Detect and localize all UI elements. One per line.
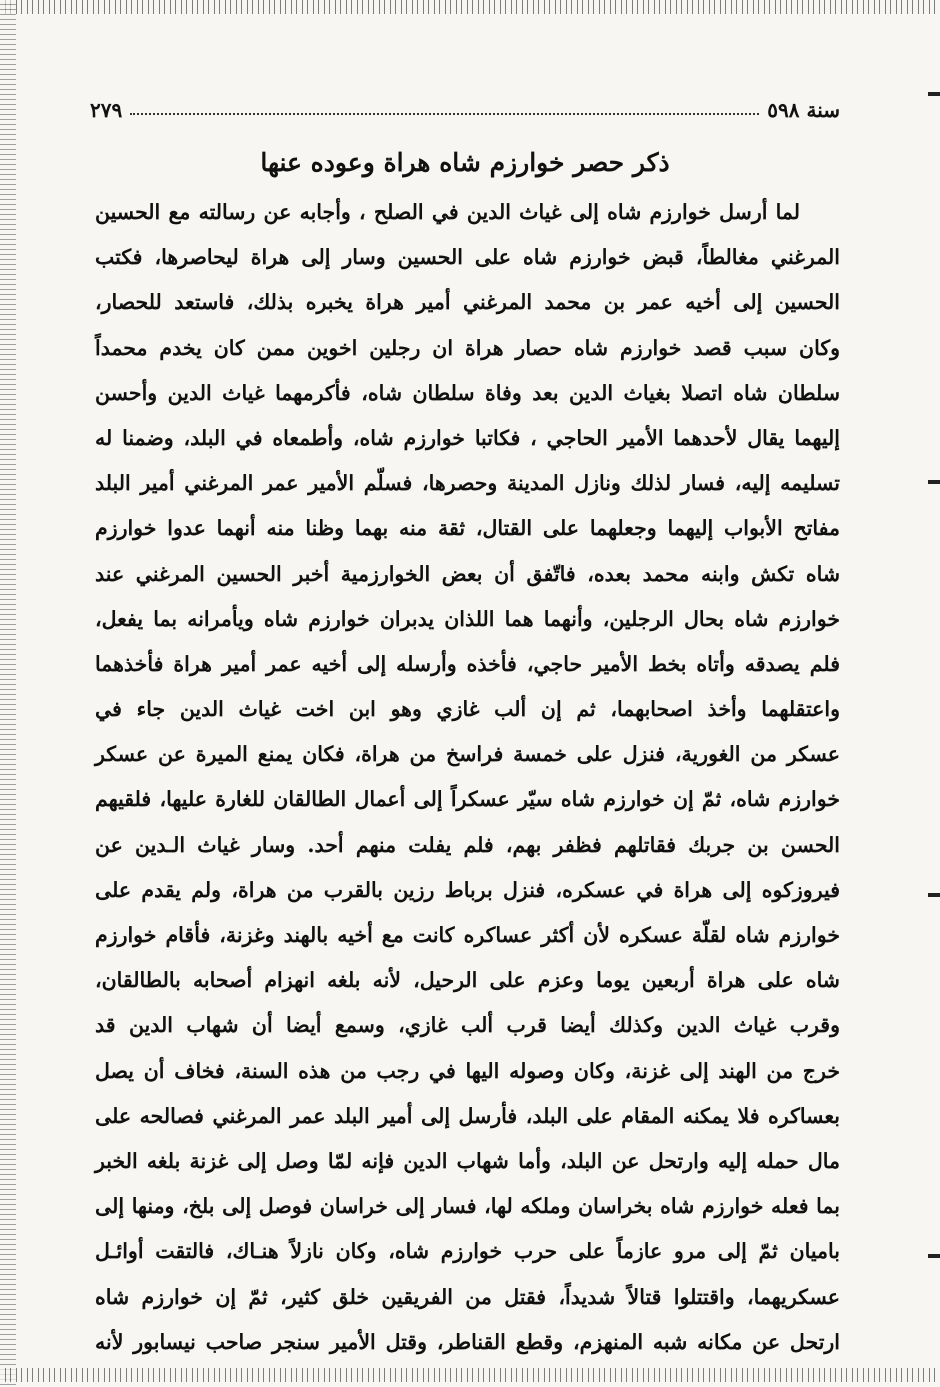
text-line: ارتحل عن مكانه شبه المنهزم، وقطع القناطر، وقتل الأمير سنجر صاحب نيسابور لأنه bbox=[95, 1329, 840, 1354]
text-line: عسكر من الغورية، فنزل على خمسة فراسخ من هراة، فكان يمنع الميرة عن عسكر bbox=[95, 742, 840, 767]
margin-mark bbox=[928, 1254, 940, 1258]
text-line: خوارزم شاه بحال الرجلين، وأنهما هما اللذان يدبران خوارزم شاه ويأمرانه بما يفعل، bbox=[95, 606, 840, 631]
text-line: فلم يصدقه وأتاه بخط الأمير حاجي، فأخذه وأرسله إلى أخيه عمر أمير هراة فأخذهما bbox=[95, 651, 840, 676]
text-line: سلطان شاه اتصلا بغياث الدين بعد وفاة سلطان شاه، فأكرمهما غياث الدين وأحسن bbox=[95, 380, 840, 405]
text-line: تسليمه إليه، فسار لذلك ونازل المدينة وحصرها، فسلّم الأمير عمر المرغني أمير البلد bbox=[95, 471, 840, 496]
margin-mark bbox=[928, 480, 940, 484]
text-line: خرج من الهند إلى غزنة، وكان وصوله اليها في رجب من هذه السنة، فخاف أن يصل bbox=[95, 1058, 840, 1083]
text-line: واعتقلهما وأخذ اصحابهما، ثم إن ألب غازي وهو ابن اخت غياث الدين جاء في bbox=[95, 697, 840, 722]
text-line: الحسين إلى أخيه عمر بن محمد المرغني أمير هراة يخبره بذلك، فاستعد للحصار، bbox=[95, 290, 840, 315]
page-border-top bbox=[0, 0, 940, 14]
text-line: خوارزم شاه، ثمّ إن خوارزم شاه سيّر عسكراً إلى أعمال الطالقان للغارة عليها، فلقيهم bbox=[95, 787, 840, 812]
section-title: ذكر حصر خوارزم شاه هراة وعوده عنها bbox=[260, 148, 670, 177]
text-line: وقرب غياث الدين وكذلك أيضا قرب ألب غازي، وسمع أيضا أن شهاب الدين قد bbox=[95, 1013, 841, 1038]
text-line: وكان سبب قصد خوارزم شاه حصار هراة ان رجلين اخوين ممن كان يخدم محمداً bbox=[95, 335, 840, 360]
text-line: باميان ثمّ إلى مرو عازماً على حرب خوارزم شاه، وكان نازلاً هنـاك، فالتقت أوائـل bbox=[95, 1239, 840, 1264]
page-border-bottom bbox=[0, 1368, 940, 1382]
page-border-left bbox=[0, 0, 16, 1387]
text-line: شاه على هراة أربعين يوما وعزم على الرحيل، لأنه بلغه انهزام أصحابه بالطالقان، bbox=[95, 968, 840, 993]
text-line: مال حمله إليه وارتحل عن البلد، وأما شهاب الدين فإنه لمّا وصل إلى غزنة بلغه الخبر bbox=[95, 1148, 840, 1173]
text-line: فيروزكوه إلى هراة في عسكره، فنزل برباط رزين بالقرب من هراة، ولم يقدم على bbox=[95, 877, 840, 902]
text-line: بما فعله خوارزم شاه بخراسان وملكه لها، فسار إلى خراسان فوصل إلى بلخ، ومنها إلى bbox=[95, 1194, 840, 1219]
running-header bbox=[90, 92, 840, 122]
text-line: إليهما يقال لأحدهما الأمير الحاجي ، فكاتبا خوارزم شاه، وأطمعاه في البلد، وضمنا له bbox=[95, 425, 840, 450]
text-line: خوارزم شاه لقلّة عسكره لأن أكثر عساكره كانت مع أخيه بالهند وغزنة، فأقام خوارزم bbox=[95, 923, 840, 947]
text-line: المرغني مغالطاً، قبض خوارزم شاه على الحسين وسار إلى هراة ليحاصرها، فكتب bbox=[95, 245, 840, 270]
margin-mark bbox=[928, 92, 940, 96]
running-title: سنة ٥٩٨ bbox=[767, 98, 840, 122]
text-line: بعساكره فلا يمكنه المقام على البلد، فأرسل إلى أمير البلد عمر المرغني فصالحه على bbox=[95, 1103, 840, 1128]
text-line: شاه تكش وابنه محمد بعده، فاتّفق أن بعض الخوارزمية أخبر الحسين المرغني عند bbox=[95, 561, 840, 586]
margin-mark bbox=[928, 893, 940, 897]
header-leader-dots bbox=[130, 109, 759, 115]
text-line: الحسن بن جربك فقاتلهم فظفر بهم، فلم يفلت منهم أحد. وسار غياث الـدين عن bbox=[95, 832, 840, 857]
page-number: ٢٧٩ bbox=[90, 98, 123, 122]
body-text bbox=[95, 190, 840, 1365]
text-line: مفاتح الأبواب إليهما وجعلهما على القتال، ثقة منه بهما وظنا منه أنهما عدوا خوارزم bbox=[95, 516, 840, 541]
text-line: عسكريهما، واقتتلوا قتالاً شديداً، فقتل من الفريقين خلق كثير، ثمّ إن خوارزم شاه bbox=[95, 1284, 840, 1309]
text-line: لما أرسل خوارزم شاه إلى غياث الدين في الصلح ، وأجابه عن رسالته مع الحسين bbox=[95, 200, 800, 224]
